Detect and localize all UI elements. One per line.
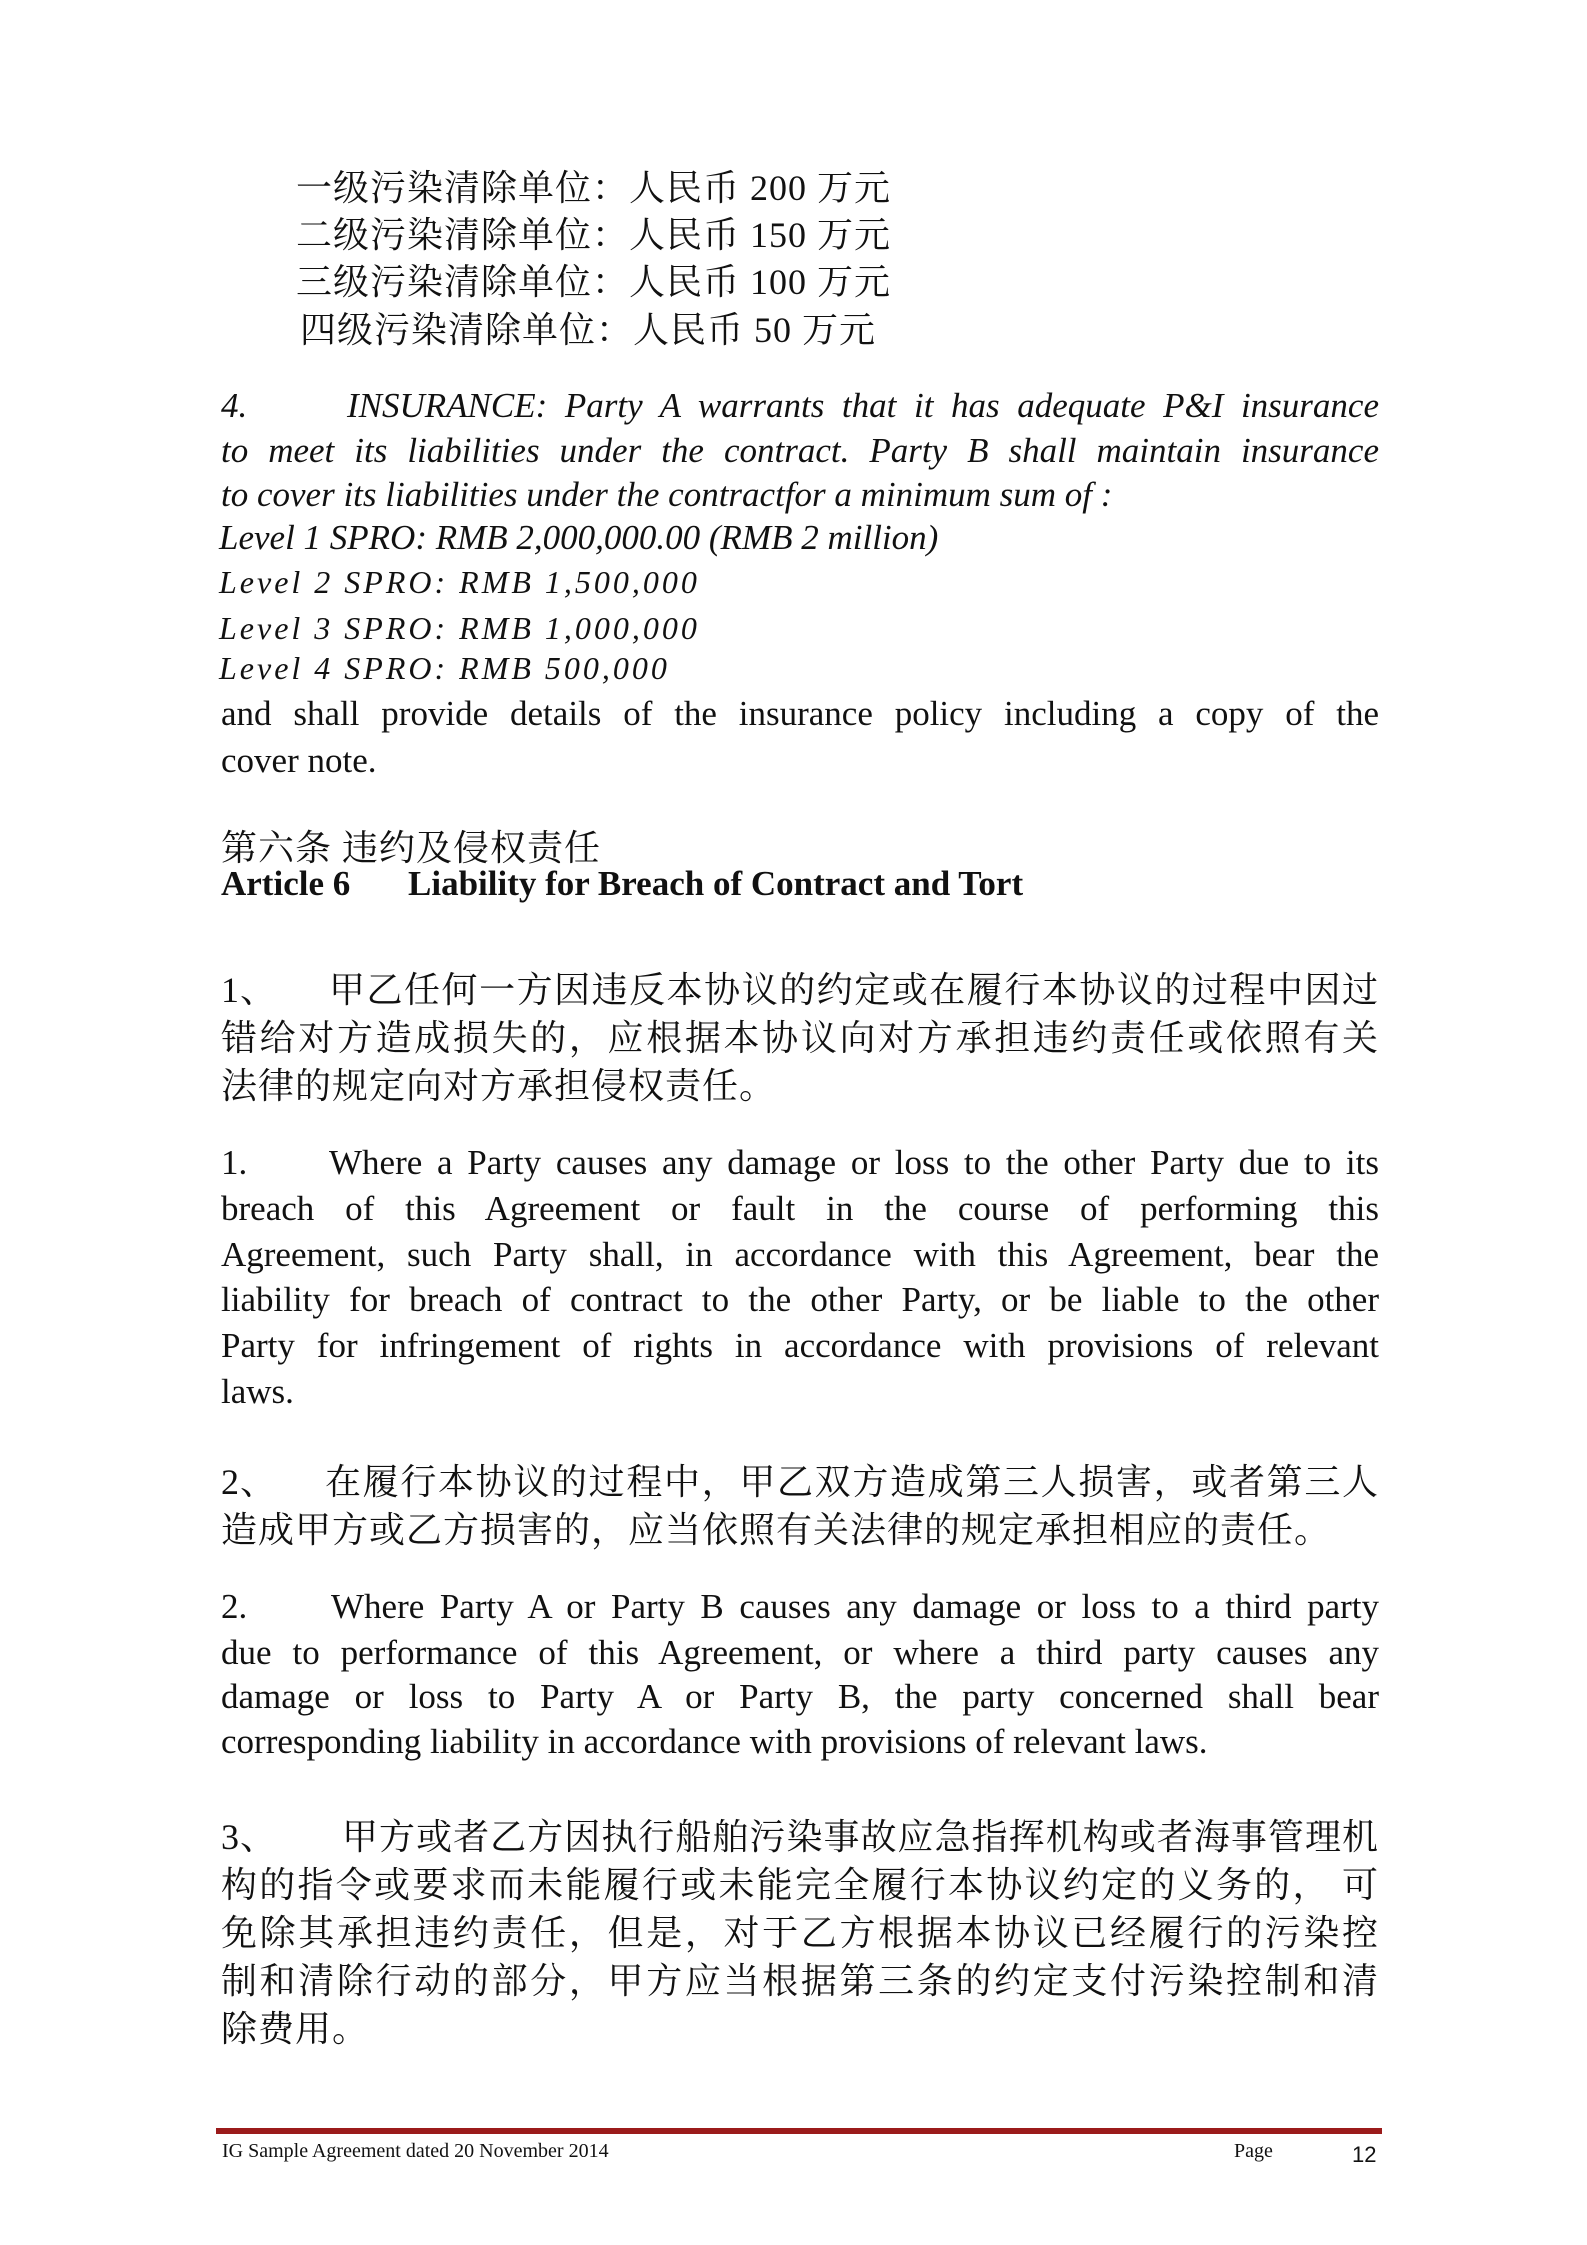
clause-1-en-number: 1. [221,1143,248,1182]
clause-1-en-line-5: Party for infringement of rights in accordance with provisions of relevant [221,1326,1379,1365]
level-3-cn: 三级污染清除单位：人民币 100 万元 [296,262,892,302]
level-2-cn: 二级污染清除单位：人民币 150 万元 [296,215,892,255]
insurance-level-3: Level 3 SPRO: RMB 1,000,000 [219,610,700,646]
clause-2-en-line-3: damage or loss to Party A or Party B, the party concerned shall bear [221,1677,1379,1716]
insurance-level-1: Level 1 SPRO: RMB 2,000,000.00 (RMB 2 million) [219,518,939,557]
clause-2-en-line-2: due to performance of this Agreement, or where a third party causes any [221,1633,1379,1672]
insurance-level-2: Level 2 SPRO: RMB 1,500,000 [219,564,700,600]
footer-rule [216,2128,1382,2134]
insurance-tail-1: and shall provide details of the insurance policy including a copy of the [221,694,1379,733]
insurance-number: 4. [221,386,248,425]
article-6-title-cn: 第六条 违约及侵权责任 [221,828,602,868]
article-6-heading: Liability for Breach of Contract and Tort [408,864,1024,903]
clause-2-en-number: 2. [221,1587,248,1626]
clause-3-cn-line-2: 构的指令或要求而未能履行或未能完全履行本协议约定的义务的， 可 [221,1865,1379,1905]
insurance-line-2: to meet its liabilities under the contract. Party B shall maintain insurance [221,431,1379,470]
clause-1-cn-line-1: 1、 甲乙任何一方因违反本协议的约定或在履行本协议的过程中因过 [221,962,1379,1013]
clause-1-en-line-2: breach of this Agreement or fault in the course of performing this [221,1189,1379,1228]
clause-2-en-line-4: corresponding liability in accordance with provisions of relevant laws. [221,1722,1208,1761]
article-6-number: Article 6 [221,864,351,903]
clause-1-en-line-3: Agreement, such Party shall, in accordance with this Agreement, bear the [221,1235,1379,1274]
footer-document-title: IG Sample Agreement dated 20 November 2014 [222,2140,609,2162]
clause-1-en-line-1: 1. Where a Party causes any damage or loss to the other Party due to its [221,1143,1379,1182]
clause-1-cn-line-3: 法律的规定向对方承担侵权责任。 [221,1066,777,1106]
insurance-line-1: 4. INSURANCE: Party A warrants that it has adequate P&I insurance [221,386,1379,425]
footer-page-label: Page [1234,2140,1273,2162]
clause-1-en-line-6: laws. [221,1372,294,1411]
clause-3-cn-line-4: 制和清除行动的部分，甲方应当根据第三条的约定支付污染控制和清 [221,1961,1379,2001]
clause-2-cn-line-1: 2、 在履行本协议的过程中，甲乙双方造成第三人损害，或者第三人 [221,1454,1379,1505]
clause-3-cn-line-1: 3、 甲方或者乙方因执行船舶污染事故应急指挥机构或者海事管理机 [221,1809,1379,1860]
insurance-level-4: Level 4 SPRO: RMB 500,000 [219,650,670,686]
clause-1-cn-line-2: 错给对方造成损失的，应根据本协议向对方承担违约责任或依照有关 [221,1018,1379,1058]
insurance-tail-2: cover note. [221,741,377,780]
clause-2-cn-number: 2、 [221,1462,278,1502]
clause-3-cn-line-3: 免除其承担违约责任，但是，对于乙方根据本协议已经履行的污染控 [221,1913,1379,1953]
level-4-cn: 四级污染清除单位：人民币 50 万元 [300,310,877,350]
clause-3-cn-number: 3、 [221,1817,278,1857]
level-1-cn: 一级污染清除单位：人民币 200 万元 [296,168,892,208]
clause-2-en-line-1: 2. Where Party A or Party B causes any damage or loss to a third party [221,1587,1379,1626]
insurance-line-3: to cover its liabilities under the contractfor a minimum sum of : [221,475,1113,514]
clause-1-en-line-4: liability for breach of contract to the other Party, or be liable to the other [221,1280,1379,1319]
footer-page-number: 12 [1352,2142,1377,2167]
clause-1-cn-number: 1、 [221,970,278,1010]
article-6-title-en [221,864,1379,904]
clause-2-cn-line-2: 造成甲方或乙方损害的，应当依照有关法律的规定承担相应的责任。 [221,1510,1332,1550]
clause-3-cn-line-5: 除费用。 [221,2009,370,2049]
